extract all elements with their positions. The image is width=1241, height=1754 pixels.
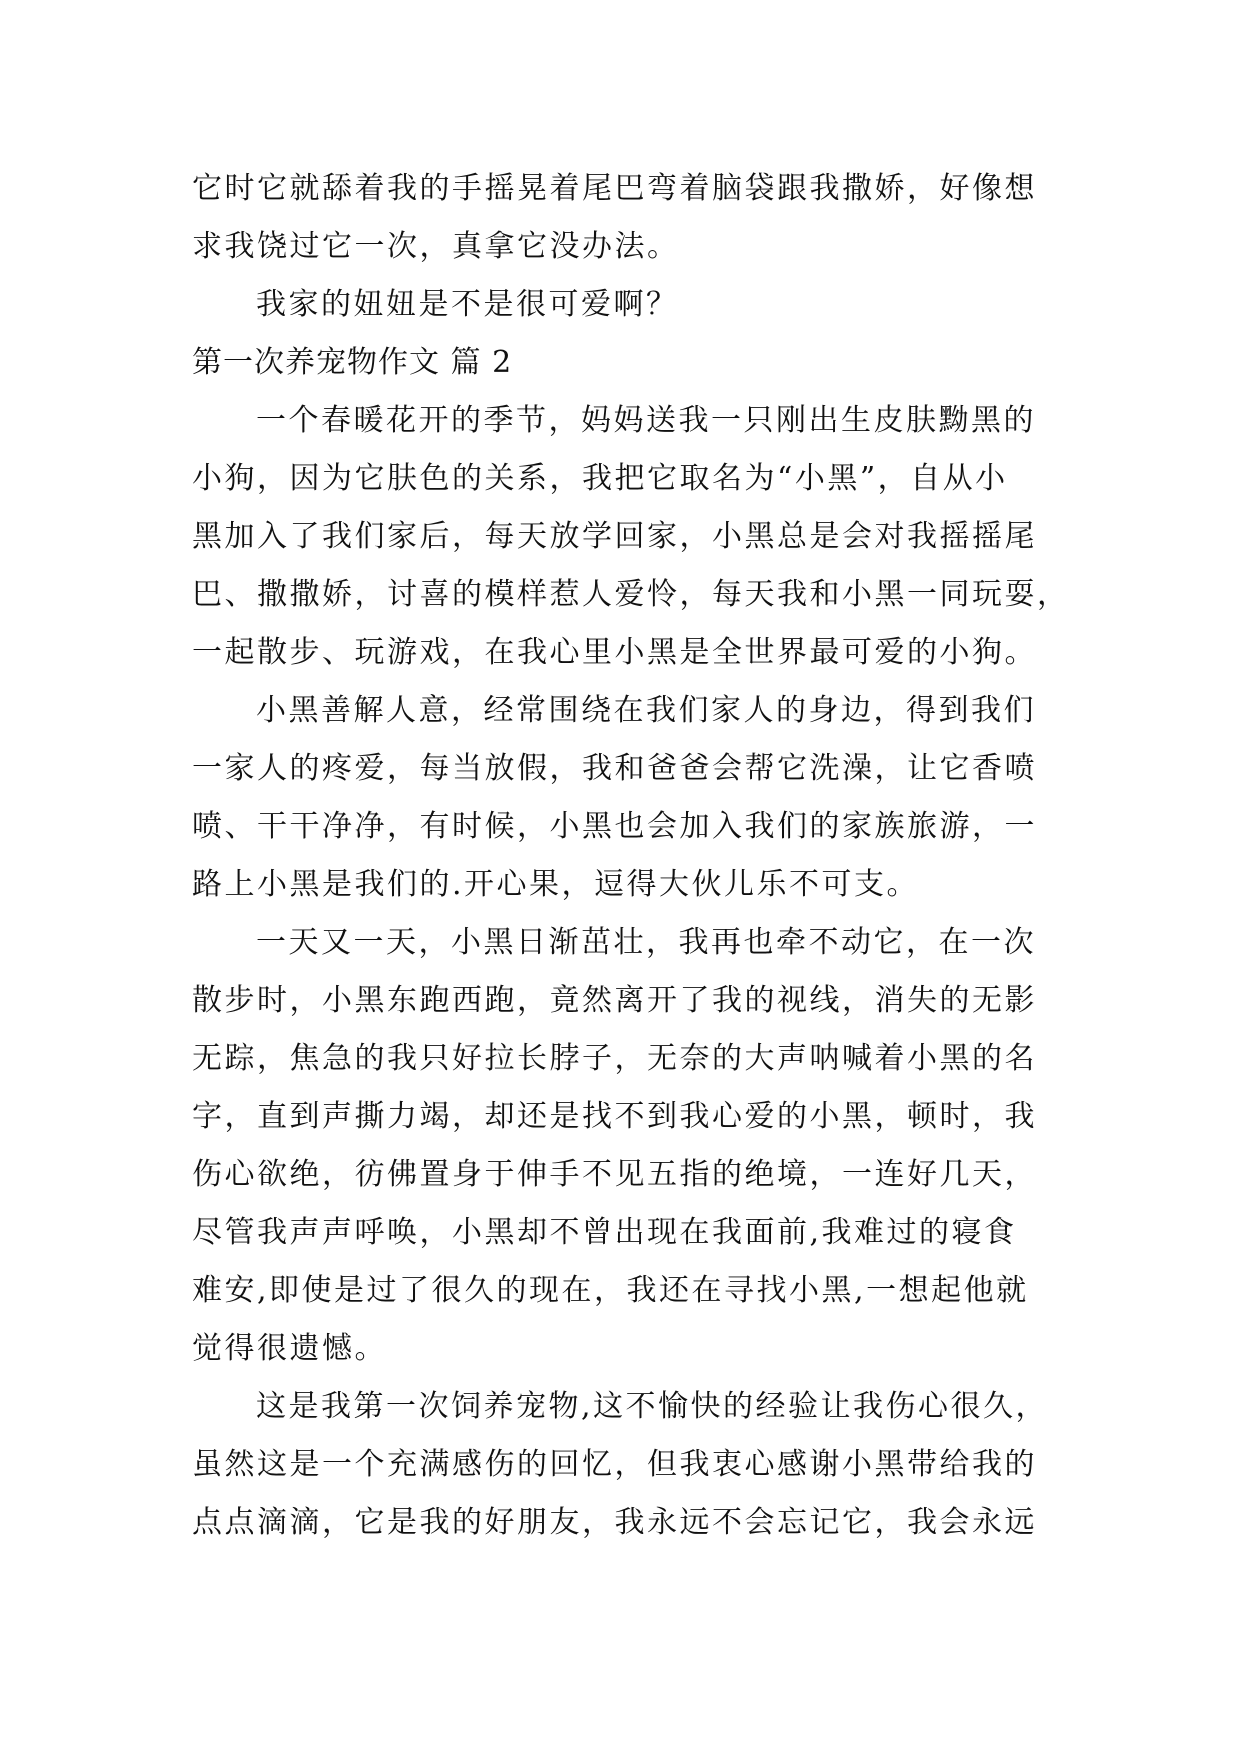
text-line: 虽然这是一个充满感伤的回忆，但我衷心感谢小黑带给我的 (192, 1447, 1037, 1482)
text-line: 路上小黑是我们的.开心果，逗得大伙儿乐不可支。 (192, 867, 920, 902)
text-line: 伤心欲绝，彷佛置身于伸手不见五指的绝境，一连好几天， (192, 1157, 1037, 1192)
text-line: 难安,即使是过了很久的现在，我还在寻找小黑,一想起他就 (192, 1273, 1029, 1308)
text-line: 黑加入了我们家后，每天放学回家，小黑总是会对我摇摇尾 (192, 519, 1037, 554)
text-line: 字，直到声撕力竭，却还是找不到我心爱的小黑，顿时，我 (192, 1099, 1037, 1134)
text-line: 小黑善解人意，经常围绕在我们家人的身边，得到我们 (256, 693, 1036, 728)
text-line: 它时它就舔着我的手摇晃着尾巴弯着脑袋跟我撒娇，好像想 (192, 171, 1037, 206)
text-line: 我家的妞妞是不是很可爱啊？ (256, 287, 679, 322)
text-line: 喷、干干净净，有时候，小黑也会加入我们的家族旅游，一 (192, 809, 1037, 844)
text-line: 点点滴滴，它是我的好朋友，我永远不会忘记它，我会永远 (192, 1505, 1037, 1540)
section-heading: 第一次养宠物作文 篇 2 (192, 345, 513, 380)
text-line: 一个春暖花开的季节，妈妈送我一只刚出生皮肤黝黑的 (256, 403, 1036, 438)
text-line: 无踪，焦急的我只好拉长脖子，无奈的大声呐喊着小黑的名 (192, 1041, 1037, 1076)
text-line: 觉得很遗憾。 (192, 1331, 387, 1366)
text-line: 散步时，小黑东跑西跑，竟然离开了我的视线，消失的无影 (192, 983, 1037, 1018)
text-line: 求我饶过它一次，真拿它没办法。 (192, 229, 680, 264)
text-line: 小狗，因为它肤色的关系，我把它取名为“小黑”，自从小 (192, 461, 1008, 496)
text-line: 尽管我声声呼唤，小黑却不曾出现在我面前,我难过的寝食 (192, 1215, 1017, 1250)
text-line: 一天又一天，小黑日渐茁壮，我再也牵不动它，在一次 (256, 925, 1036, 960)
essay-body (192, 160, 1070, 1552)
text-line: 一家人的疼爱，每当放假，我和爸爸会帮它洗澡，让它香喷 (192, 751, 1037, 786)
text-line: 这是我第一次饲养宠物,这不愉快的经验让我伤心很久， (256, 1389, 1049, 1424)
text-line: 一起散步、玩游戏，在我心里小黑是全世界最可爱的小狗。 (192, 635, 1037, 670)
text-line: 巴、撒撒娇，讨喜的模样惹人爱怜，每天我和小黑一同玩耍， (192, 577, 1070, 612)
